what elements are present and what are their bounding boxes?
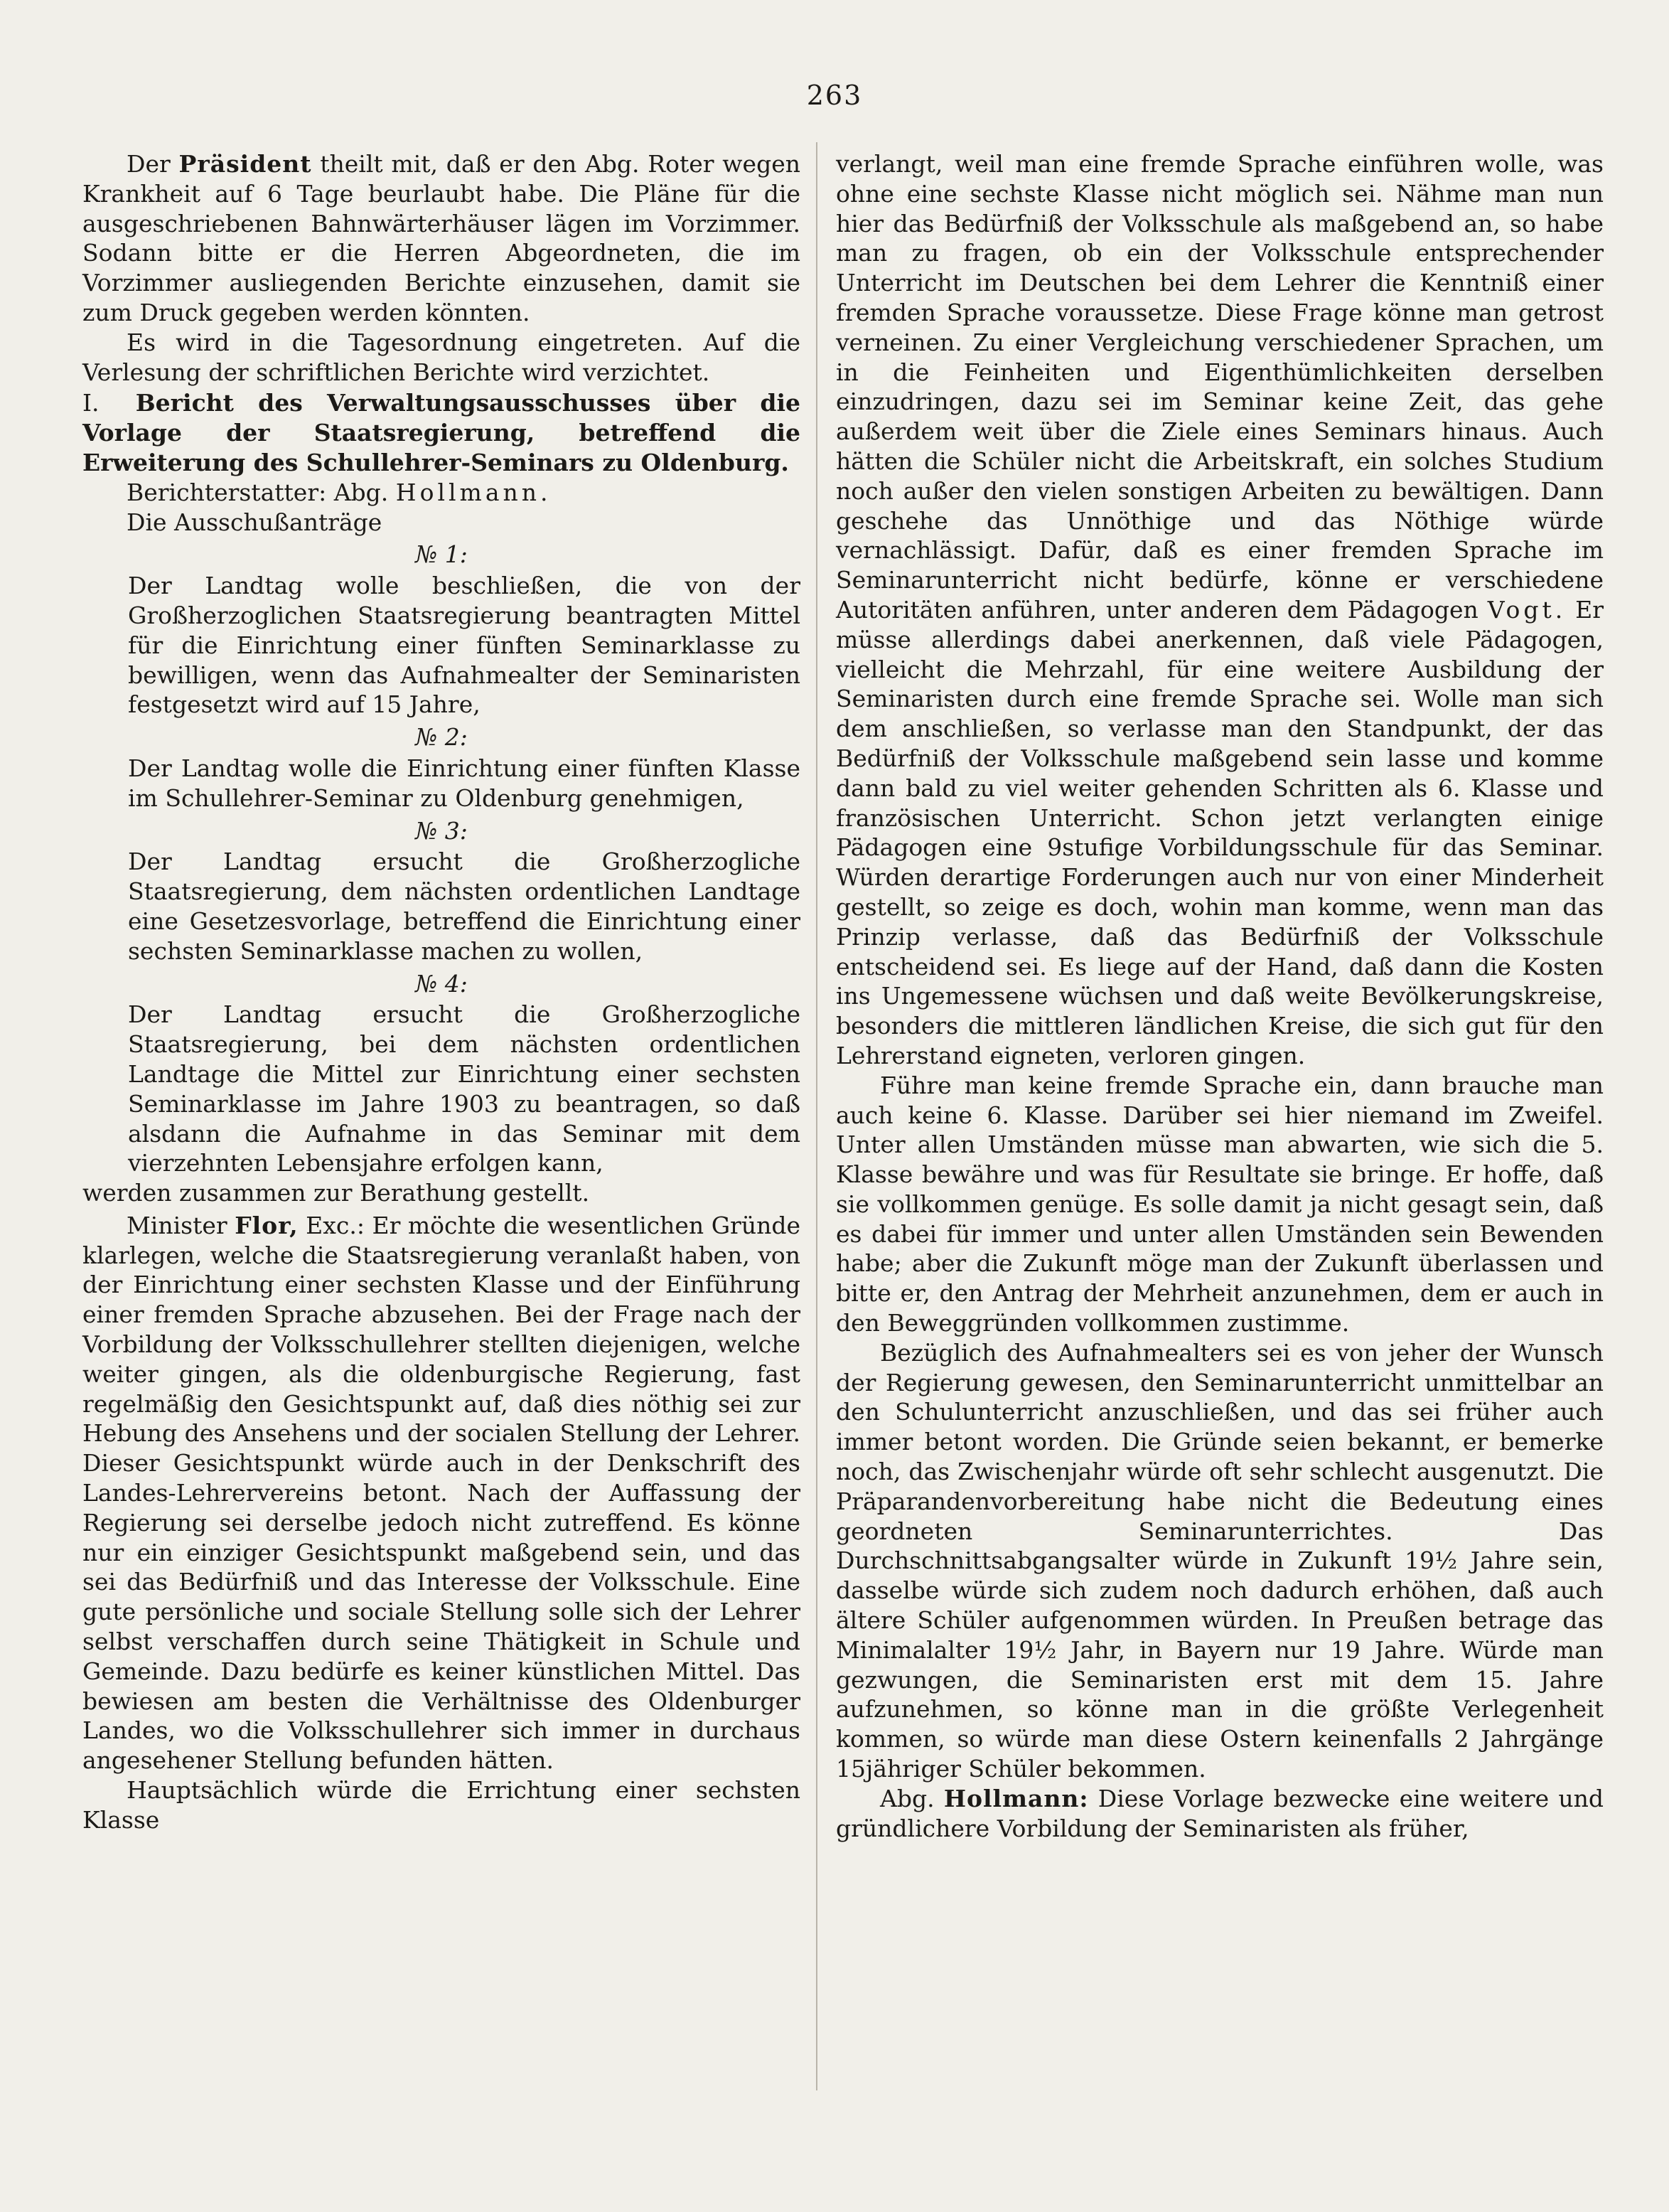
section-title: Bericht des Verwaltungsausschusses über die Vorlage der Staatsregierung, betreffend die Erweiterung des Schullehrer-Seminars zu Oldenburg.: [82, 389, 800, 476]
president-prefix: Der: [127, 150, 171, 178]
motion-text: Der Landtag wolle beschließen, die von der Großherzoglichen Staatsregierung beantragten Mittel für die Einrichtung einer fünften Seminarklasse zu bewilligen, wenn das Aufnahmealter der Seminaristen festgesetzt wird auf 15 Jahre,: [128, 572, 800, 719]
motion-number: № 1:: [415, 540, 468, 569]
reporter-label: Berichterstatter: Abg.: [127, 478, 389, 506]
reporter-line: [82, 478, 800, 508]
right-column: [836, 149, 1604, 1843]
hollmann-prefix: Abg.: [880, 1784, 935, 1812]
president-text: theilt mit, daß er den Abg. Roter wegen Krankheit auf 6 Tage beurlaubt habe. Die Pläne für die ausgeschriebenen Bahnwärterhäuser lägen im Vorzimmer. Sodann bitte er die Herren Abgeordneten, die im Vorzimmer ausliegenden Berichte einzusehen, damit sie zum Druck gegeben werden könnten.: [82, 150, 800, 326]
president-name: Präsident: [178, 150, 312, 178]
hollmann-paragraph: [836, 1784, 1604, 1844]
continued-text-2: Er müsse allerdings dabei anerkennen, daß viele Pädagogen, vielleicht die Mehrzahl, für eine weitere Ausbildung der Seminaristen durch eine fremde Sprache sei. Wolle man sich dem anschließen, so verlasse man den Standpunkt, der das Bedürfniß der Volksschule maßgebend sein lasse und komme dann bald zu viel weiter gehenden Schritten als 6. Klasse und französischen Unterricht. Schon jetzt verlangten einige Pädagogen eine 9stufige Vorbildungsschule für das Seminar. Würden derartige Forderungen auch nur von einer Minderheit gestellt, so zeige es doch, wohin man komme, wenn man das Prinzip verlasse, daß das Bedürfniß der Volksschule entscheidend sei. Es liege auf der Hand, daß dann die Kosten ins Ungemessene wüchsen und daß weite Bevölkerungskreise, besonders die mittleren ländlichen Kreise, die sich gut für den Lehrerstand eigneten, verloren gingen.: [836, 595, 1604, 1069]
minister-name: Flor,: [235, 1211, 299, 1239]
motion-number: № 3:: [415, 816, 468, 845]
motion-text: Der Landtag wolle die Einrichtung einer fünften Klasse im Schullehrer-Seminar zu Oldenburg genehmigen,: [128, 754, 800, 812]
hollmann-text: Diese Vorlage bezwecke eine weitere und gründlichere Vorbildung der Seminaristen als früher,: [836, 1784, 1604, 1842]
motion-text: Der Landtag ersucht die Großherzogliche Staatsregierung, dem nächsten ordentlichen Landtage eine Gesetzesvorlage, betreffend die Einrichtung einer sechsten Seminarklasse machen zu wollen,: [128, 848, 800, 965]
column-divider: [816, 142, 817, 2090]
motions-outro: werden zusammen zur Berathung gestellt.: [82, 1179, 590, 1207]
motion-number: № 4:: [415, 969, 468, 998]
paragraph-sixth-class: Führe man keine fremde Sprache ein, dann brauche man auch keine 6. Klasse. Darüber sei hier niemand im Zweifel. Unter allen Umständen müsse man abwarten, wie sich die 5. Klasse bewähre und was für Resultate sie bringe. Er hoffe, daß sie vollkommen genüge. Es solle damit ja nicht gesagt sein, daß es dabei für immer und unter allen Umständen sein Bewenden habe; aber die Zukunft möge man der Zukunft überlassen und bitte er, den Antrag der Mehrheit anzunehmen, dem er auch in den Beweggründen vollkommen zustimme.: [836, 1071, 1604, 1337]
minister-paragraph: [82, 1211, 800, 1775]
paragraph-admission-age: Bezüglich des Aufnahmealters sei es von jeher der Wunsch der Regierung gewesen, den Seminarunterricht unmittelbar an den Schulunterricht anzuschließen, und das sei früher auch immer betont worden. Die Gründe seien bekannt, er bemerke noch, das Zwischenjahr würde oft sehr schlecht ausgenutzt. Die Präparandenvorbereitung habe nicht die Bedeutung eines geordneten Seminarunterrichtes. Das Durchschnittsabgangsalter würde in Zukunft 19½ Jahre sein, dasselbe würde sich zudem noch dadurch erhöhen, daß auch ältere Schüler aufgenommen würden. In Preußen betrage das Minimalalter 19½ Jahr, in Bayern nur 19 Jahre. Würde man gezwungen, die Seminaristen erst mit dem 15. Jahre aufzunehmen, so könne man in die größte Verlegenheit kommen, so würde man diese Ostern keinenfalls 2 Jahrgänge 15jähriger Schüler bekommen.: [836, 1338, 1604, 1783]
continued-text: verlangt, weil man eine fremde Sprache einführen wolle, was ohne eine sechste Klasse nicht möglich sei. Nähme man nun hier das Bedürfniß der Volksschule als maßgebend an, so habe man zu fragen, ob ein der Volksschule entsprechender Unterricht im Deutschen bei dem Lehrer die Kenntniß einer fremden Sprache voraussetze. Diese Frage könne man getrost verneinen. Zu einer Vergleichung verschiedener Sprachen, um in die Feinheiten und Eigenthümlichkeiten derselben einzudringen, dazu sei im Seminar keine Zeit, das gehe außerdem weit über die Ziele eines Seminars hinaus. Auch hätten die Schüler nicht die Arbeitskraft, ein solches Studium noch außer den vielen sonstigen Arbeiten zu bewältigen. Dann geschehe das Unnöthige und das Nöthige würde vernachlässigt. Dafür, daß es einer fremden Sprache im Seminarunterricht nicht bedürfe, könne er verschiedene Autoritäten anführen, unter anderen dem Pädagogen: [836, 150, 1604, 624]
continued-paragraph: [836, 149, 1604, 1071]
minister-text: Exc.: Er möchte die wesentlichen Gründe klarlegen, welche die Staatsregierung veranlaßt haben, von der Einrichtung einer sechsten Klasse und der Einführung einer fremden Sprache abzusehen. Bei der Frage nach der Vorbildung der Volksschullehrer stellten diejenigen, welche weiter gingen, als die oldenburgische Regierung, fast regelmäßig den Gesichtspunkt auf, daß dies nöthig sei zur Hebung des Ansehens und der socialen Stellung der Lehrer. Dieser Gesichtspunkt würde auch in der Denkschrift des Landes-Lehrervereins betont. Nach der Auffassung der Regierung sei derselbe jedoch nicht zutreffend. Es könne nur ein einziger Gesichtspunkt maßgebend sein, und das sei das Bedürfniß und das Interesse der Volksschule. Eine gute persönliche und sociale Stellung solle sich der Lehrer selbst verschaffen durch seine Thätigkeit in Schule und Gemeinde. Dazu bedürfe es keiner künstlichen Mittel. Das bewiesen am besten die Verhältnisse des Oldenburger Landes, wo die Volksschullehrer sich immer in durchaus angesehener Stellung befunden hätten.: [82, 1211, 800, 1775]
reporter-name: Hollmann.: [395, 478, 552, 506]
section-number: I.: [82, 389, 100, 417]
agenda-paragraph: Es wird in die Tagesordnung eingetreten. Auf die Verlesung der schriftlichen Berichte wird verzichtet.: [82, 328, 800, 386]
minister-continuation: Hauptsächlich würde die Errichtung einer sechsten Klasse: [82, 1776, 800, 1834]
hollmann-name: Hollmann:: [943, 1784, 1089, 1812]
page-number: 263: [806, 80, 863, 111]
section-heading: [82, 388, 800, 477]
motion-text: Der Landtag ersucht die Großherzogliche Staatsregierung, bei dem nächsten ordentlichen Landtage die Mittel zur Einrichtung einer sechsten Seminarklasse im Jahre 1903 zu beantragen, so daß alsdann die Aufnahme in das Seminar mit dem vierzehnten Lebensjahre erfolgen kann,: [128, 1000, 800, 1177]
left-column: [82, 149, 800, 1835]
president-paragraph: [82, 149, 800, 328]
name-vogt: Vogt.: [1487, 595, 1567, 624]
minister-prefix: Minister: [127, 1211, 227, 1239]
motion-number: № 2:: [415, 723, 468, 752]
motions-intro: Die Ausschußanträge: [127, 508, 382, 536]
